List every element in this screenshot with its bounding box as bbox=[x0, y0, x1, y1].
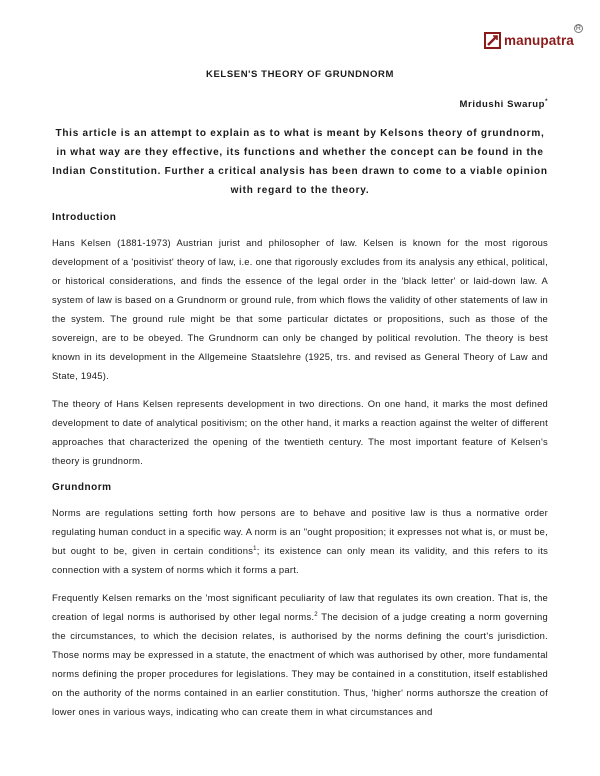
paragraph: The theory of Hans Kelsen represents development in two directions. On one hand, it marks the most defined development to date of analytical positivism; on the other hand, it marks a reaction against the welter of different approaches that characterized the opening of the twentieth century. The most important feature of Kelsen's theory is grundnorm. bbox=[52, 398, 548, 466]
registered-mark: R bbox=[575, 25, 581, 32]
paragraph-text: Frequently Kelsen remarks on the 'most significant peculiarity of law that regulates its own creation. That is, the creation of legal norms is authorised by other legal norms. bbox=[52, 592, 548, 622]
paragraph-text: Norms are regulations setting forth how persons are to behave and positive law is thus a normative order regulating human conduct in a specific way. A norm is an "ought proposition; it expresses not what is, or must be, but ought to be, given in certain conditions bbox=[52, 507, 548, 556]
manupatra-logo bbox=[484, 25, 581, 50]
author-name: Mridushi Swarup bbox=[459, 99, 546, 111]
manupatra-logo-icon bbox=[484, 32, 501, 49]
paragraph-text: ; its existence can only mean its validity, and this refers to its connection with a system of norms which it forms a part. bbox=[52, 545, 549, 575]
section-heading-introduction: Introduction bbox=[52, 212, 117, 223]
section-heading-grundnorm: Grundnorm bbox=[52, 482, 112, 493]
footnote-ref[interactable]: 2 bbox=[314, 611, 318, 618]
logo-text: manupatra bbox=[504, 32, 574, 48]
article-abstract: This article is an attempt to explain as to what is meant by Kelsons theory of grundnorm, in what way are they effective, its functions and whether the concept can be found in the Indian Constitution. Further a critical analysis has been drawn to come to a viable opinion with regard to the theory. bbox=[52, 128, 548, 196]
paragraph bbox=[52, 588, 548, 721]
article-author bbox=[52, 95, 548, 109]
paragraph-text: The decision of a judge creating a norm governing the circumstances, to which the decision relates, is authorised by the norms defining the court's jurisdiction. Those norms may be expressed in a statute, the enactment of which was authorised by other, more fundamental norms defining the proper procedures for legislations. They may be contained in a constitution, itself established on the authority of the norms contained in an earlier constitution. Thus, 'higher' norms authorsze the creation of lower ones in various ways, indicating who can create them in what circumstances and bbox=[52, 611, 548, 717]
footnote-ref[interactable]: 1 bbox=[253, 545, 257, 552]
article-title: KELSEN'S THEORY OF GRUNDNORM bbox=[206, 69, 394, 80]
paragraph: Hans Kelsen (1881-1973) Austrian jurist and philosopher of law. Kelsen is known for the most rigorous development of a 'positivist' theory of law, i.e. one that rigorously excludes from its analysis any ethical, political, or historical considerations, and finds the essence of the legal order in the 'black letter' or laid-down law. A system of law is based on a Grundnorm or ground rule, from which flows the validity of other statements of law in the system. The ground rule might be that some particular dictates or propositions, such as those of the sovereign, are to be obeyed. The Grundnorm can only be changed by political revolution. The theory is best known in its development in the Allgemeine Staatslehre (1925, trs. and revised as General Theory of Law and State, 1945). bbox=[52, 237, 548, 381]
article-page bbox=[52, 68, 548, 721]
author-footnote-mark: * bbox=[545, 99, 548, 105]
paragraph bbox=[52, 503, 548, 579]
